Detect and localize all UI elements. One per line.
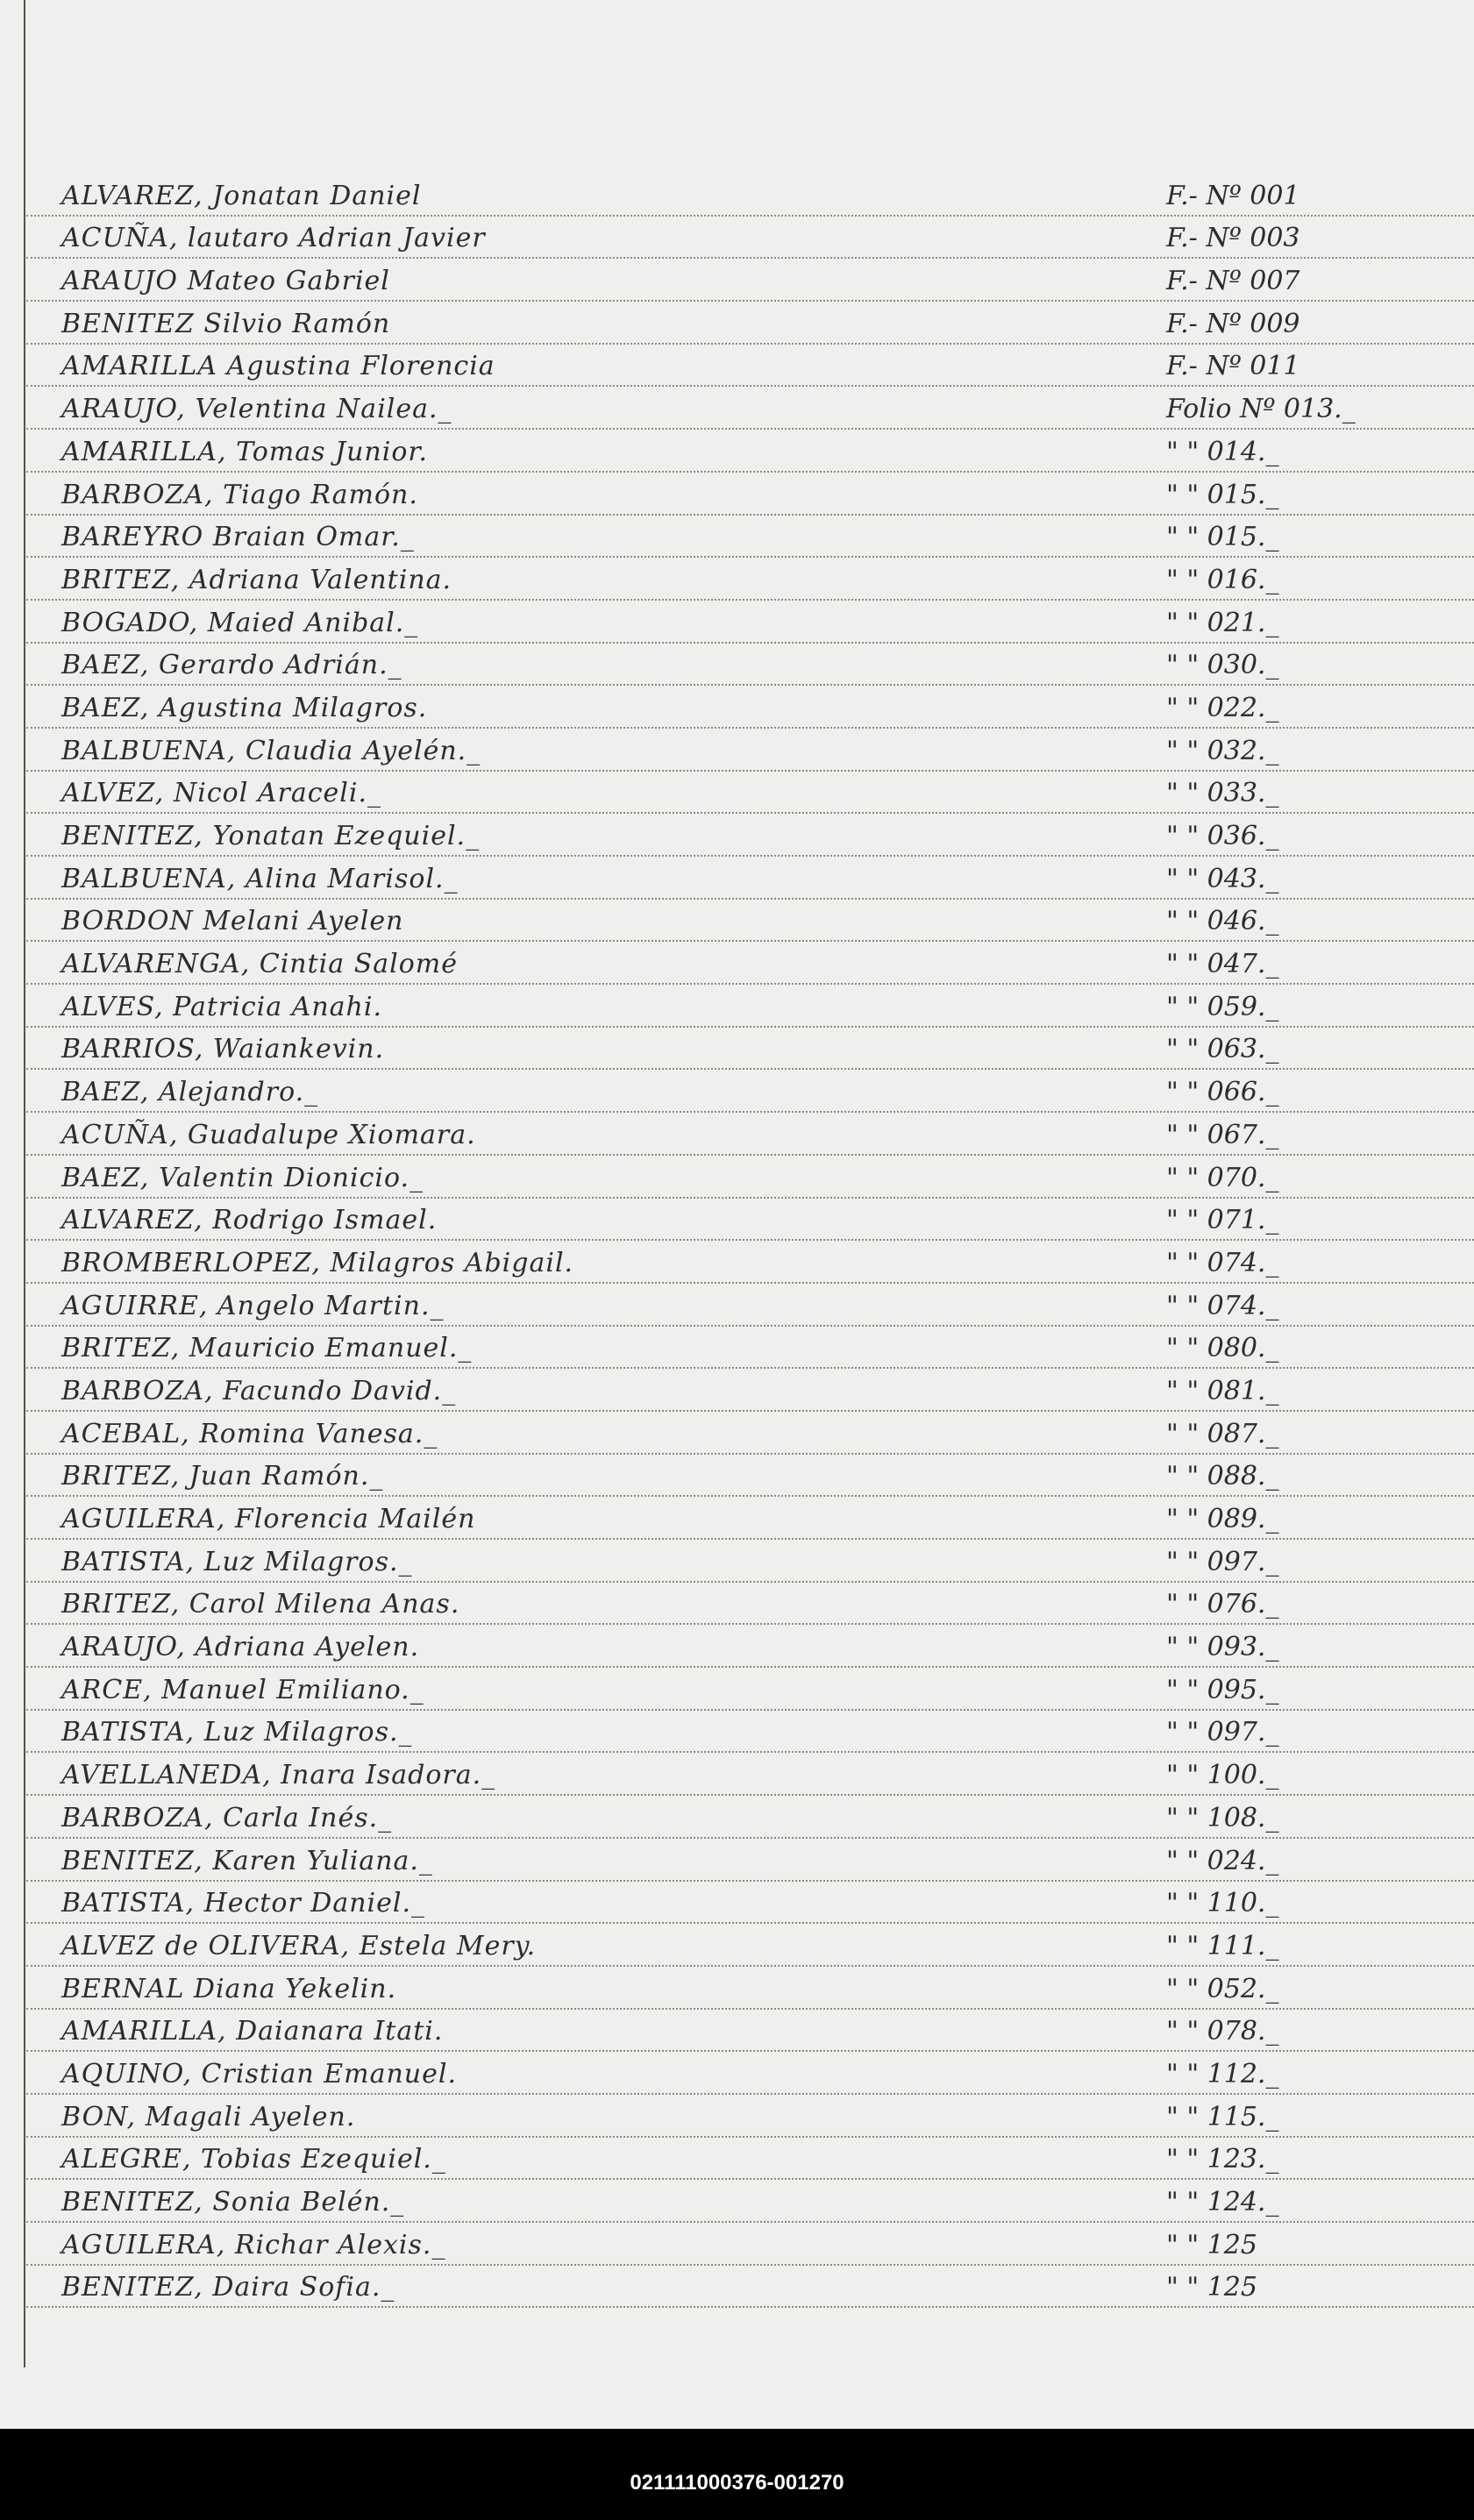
entry-folio: " " 110._ bbox=[1166, 1888, 1279, 1919]
entry-row bbox=[26, 1412, 1474, 1455]
entry-folio: " " 071._ bbox=[1166, 1205, 1279, 1236]
entry-row bbox=[26, 2223, 1474, 2266]
entry-folio: F.- Nº 011 bbox=[1166, 351, 1300, 382]
entry-row bbox=[26, 1625, 1474, 1668]
entry-folio: " " 015._ bbox=[1166, 479, 1279, 510]
entry-folio: " " 088._ bbox=[1166, 1461, 1279, 1492]
entry-row bbox=[26, 2052, 1474, 2095]
entry-name: BATISTA, Luz Milagros._ bbox=[61, 1717, 413, 1748]
entry-folio: " " 024._ bbox=[1166, 1845, 1279, 1876]
entry-folio: " " 081._ bbox=[1166, 1375, 1279, 1406]
entry-row bbox=[26, 814, 1474, 857]
entry-row bbox=[26, 1668, 1474, 1711]
entry-row bbox=[26, 1284, 1474, 1327]
entry-name: BROMBERLOPEZ, Milagros Abigail. bbox=[61, 1247, 574, 1278]
entry-folio: " " 022._ bbox=[1166, 692, 1279, 723]
entry-row bbox=[26, 686, 1474, 729]
entry-folio: " " 080._ bbox=[1166, 1333, 1279, 1364]
entry-name: BRITEZ, Juan Ramón._ bbox=[61, 1461, 384, 1492]
entry-row bbox=[26, 1156, 1474, 1199]
entry-folio: F.- Nº 009 bbox=[1166, 308, 1300, 339]
entry-row bbox=[26, 1924, 1474, 1967]
entry-name: AMARILLA Agustina Florencia bbox=[61, 351, 495, 382]
entry-folio: " " 033._ bbox=[1166, 778, 1279, 809]
entry-row bbox=[26, 302, 1474, 345]
entry-folio: F.- Nº 003 bbox=[1166, 223, 1300, 254]
entry-row bbox=[26, 1113, 1474, 1156]
entry-folio: " " 123._ bbox=[1166, 2144, 1279, 2175]
entry-row bbox=[26, 1540, 1474, 1583]
entry-folio: " " 032._ bbox=[1166, 735, 1279, 766]
entry-row bbox=[26, 387, 1474, 430]
entry-row bbox=[26, 1455, 1474, 1498]
entry-folio: " " 089._ bbox=[1166, 1504, 1279, 1534]
entry-folio: " " 124._ bbox=[1166, 2187, 1279, 2217]
entry-row bbox=[26, 2180, 1474, 2223]
entry-row bbox=[26, 1839, 1474, 1882]
entry-row bbox=[26, 1028, 1474, 1071]
entry-row bbox=[26, 516, 1474, 559]
entry-folio: " " 046._ bbox=[1166, 906, 1279, 937]
entry-folio: F.- Nº 001 bbox=[1166, 180, 1300, 211]
entry-row bbox=[26, 985, 1474, 1028]
entry-folio: " " 097._ bbox=[1166, 1717, 1279, 1748]
entry-row bbox=[26, 430, 1474, 473]
entry-name: BAREYRO Braian Omar._ bbox=[61, 522, 415, 553]
entry-folio: " " 043._ bbox=[1166, 863, 1279, 894]
entry-row bbox=[26, 1583, 1474, 1626]
entry-name: BENITEZ, Karen Yuliana._ bbox=[61, 1845, 433, 1876]
entry-name: BRITEZ, Adriana Valentina. bbox=[61, 564, 452, 595]
entry-name: AGUIRRE, Angelo Martin._ bbox=[61, 1290, 445, 1321]
entry-name: BARRIOS, Waiankevin. bbox=[61, 1034, 385, 1065]
entry-row bbox=[26, 558, 1474, 601]
entry-folio: " " 115._ bbox=[1166, 2101, 1279, 2132]
entry-name: BARBOZA, Carla Inés._ bbox=[61, 1802, 393, 1833]
entry-name: BAEZ, Valentin Dionicio._ bbox=[61, 1162, 424, 1193]
entry-folio: " " 074._ bbox=[1166, 1290, 1279, 1321]
entry-folio: " " 095._ bbox=[1166, 1674, 1279, 1705]
entry-folio: " " 066._ bbox=[1166, 1077, 1279, 1108]
entry-name: ALVES, Patricia Anahi. bbox=[61, 991, 383, 1022]
entry-name: BALBUENA, Claudia Ayelén._ bbox=[61, 735, 481, 766]
entry-folio: " " 093._ bbox=[1166, 1632, 1279, 1663]
entry-row bbox=[26, 900, 1474, 943]
entry-name: AMARILLA, Daianara Itati. bbox=[61, 2016, 444, 2047]
entry-folio: " " 014._ bbox=[1166, 436, 1279, 467]
entry-name: ALVAREZ, Rodrigo Ismael. bbox=[61, 1205, 438, 1236]
entry-name: ALEGRE, Tobias Ezequiel._ bbox=[61, 2144, 446, 2175]
entry-row bbox=[26, 1241, 1474, 1284]
entry-folio: " " 052._ bbox=[1166, 1973, 1279, 2004]
entry-folio: " " 015._ bbox=[1166, 522, 1279, 553]
entry-name: BENITEZ, Sonia Belén._ bbox=[61, 2187, 405, 2217]
entry-name: ARAUJO Mateo Gabriel bbox=[61, 266, 390, 297]
entry-row bbox=[26, 1967, 1474, 2010]
entry-name: BARBOZA, Tiago Ramón. bbox=[61, 479, 418, 510]
document-code: 021111000376-001270 bbox=[630, 2471, 844, 2495]
entry-folio: " " 021._ bbox=[1166, 607, 1279, 638]
margin-line bbox=[24, 0, 25, 2367]
entry-name: ARCE, Manuel Emiliano._ bbox=[61, 1674, 424, 1705]
entry-folio: Folio Nº 013._ bbox=[1166, 394, 1356, 425]
entry-folio: " " 070._ bbox=[1166, 1162, 1279, 1193]
entry-name: BOGADO, Maied Anibal._ bbox=[61, 607, 419, 638]
entry-name: BORDON Melani Ayelen bbox=[61, 906, 404, 937]
entry-name: BRITEZ, Mauricio Emanuel._ bbox=[61, 1333, 473, 1364]
entry-folio: " " 078._ bbox=[1166, 2016, 1279, 2047]
entry-name: BON, Magali Ayelen. bbox=[61, 2101, 356, 2132]
entry-name: BATISTA, Luz Milagros._ bbox=[61, 1546, 413, 1577]
entry-name: ALVEZ de OLIVERA, Estela Mery. bbox=[61, 1930, 537, 1961]
entry-row bbox=[26, 1753, 1474, 1796]
entry-row bbox=[26, 1369, 1474, 1412]
entry-row bbox=[26, 473, 1474, 516]
entry-row bbox=[26, 174, 1474, 217]
entry-folio: " " 074._ bbox=[1166, 1247, 1279, 1278]
entry-row bbox=[26, 1199, 1474, 1242]
entry-row bbox=[26, 1882, 1474, 1925]
entry-name: BARBOZA, Facundo David._ bbox=[61, 1375, 457, 1406]
entry-row bbox=[26, 2266, 1474, 2309]
entry-row bbox=[26, 345, 1474, 388]
entry-folio: " " 087._ bbox=[1166, 1418, 1279, 1449]
entry-row bbox=[26, 2138, 1474, 2181]
entry-row bbox=[26, 217, 1474, 260]
entry-name: ALVARENGA, Cintia Salomé bbox=[61, 949, 458, 980]
entry-name: BATISTA, Hector Daniel._ bbox=[61, 1888, 426, 1919]
entry-name: BAEZ, Alejandro._ bbox=[61, 1077, 319, 1108]
entry-row bbox=[26, 1497, 1474, 1540]
entry-row bbox=[26, 1711, 1474, 1754]
entry-name: ACUÑA, Guadalupe Xiomara. bbox=[61, 1119, 476, 1150]
entry-folio: " " 112._ bbox=[1166, 2058, 1279, 2089]
entry-row bbox=[26, 772, 1474, 815]
entry-folio: " " 016._ bbox=[1166, 564, 1279, 595]
entry-folio: " " 063._ bbox=[1166, 1034, 1279, 1065]
entry-row bbox=[26, 2095, 1474, 2138]
entry-name: ARAUJO, Velentina Nailea._ bbox=[61, 394, 452, 425]
entry-name: BENITEZ, Yonatan Ezequiel._ bbox=[61, 821, 481, 851]
entry-folio: F.- Nº 007 bbox=[1166, 266, 1300, 297]
entry-name: ACUÑA, lautaro Adrian Javier bbox=[61, 223, 486, 254]
entry-folio: " " 059._ bbox=[1166, 991, 1279, 1022]
entry-name: AQUINO, Cristian Emanuel. bbox=[61, 2058, 457, 2089]
entry-folio: " " 036._ bbox=[1166, 821, 1279, 851]
entry-list bbox=[26, 174, 1474, 2308]
entry-folio: " " 047._ bbox=[1166, 949, 1279, 980]
entry-folio: " " 100._ bbox=[1166, 1760, 1279, 1791]
entry-row bbox=[26, 857, 1474, 900]
entry-folio: " " 108._ bbox=[1166, 1802, 1279, 1833]
entry-name: BAEZ, Agustina Milagros. bbox=[61, 692, 428, 723]
entry-row bbox=[26, 1070, 1474, 1113]
entry-name: BENITEZ Silvio Ramón bbox=[61, 308, 391, 339]
entry-name: BRITEZ, Carol Milena Anas. bbox=[61, 1589, 460, 1620]
entry-name: ARAUJO, Adriana Ayelen. bbox=[61, 1632, 420, 1663]
entry-name: BALBUENA, Alina Marisol._ bbox=[61, 863, 459, 894]
entry-row bbox=[26, 942, 1474, 985]
entry-folio: " " 076._ bbox=[1166, 1589, 1279, 1620]
entry-row bbox=[26, 259, 1474, 302]
entry-row bbox=[26, 644, 1474, 687]
entry-name: AMARILLA, Tomas Junior. bbox=[61, 436, 428, 467]
entry-folio: " " 111._ bbox=[1166, 1930, 1279, 1961]
entry-folio: " " 067._ bbox=[1166, 1119, 1279, 1150]
entry-name: BERNAL Diana Yekelin. bbox=[61, 1973, 397, 2004]
entry-name: AGUILERA, Richar Alexis._ bbox=[61, 2229, 446, 2260]
entry-name: AGUILERA, Florencia Mailén bbox=[61, 1504, 476, 1534]
entry-name: ALVAREZ, Jonatan Daniel bbox=[61, 180, 422, 211]
entry-folio: " " 125 bbox=[1166, 2229, 1257, 2260]
entry-name: AVELLANEDA, Inara Isadora._ bbox=[61, 1760, 496, 1791]
entry-row bbox=[26, 1327, 1474, 1370]
entry-folio: " " 097._ bbox=[1166, 1546, 1279, 1577]
entry-name: BAEZ, Gerardo Adrián._ bbox=[61, 650, 402, 681]
entry-name: ACEBAL, Romina Vanesa._ bbox=[61, 1418, 438, 1449]
entry-folio: " " 125 bbox=[1166, 2272, 1257, 2303]
entry-row bbox=[26, 2010, 1474, 2053]
entry-row bbox=[26, 729, 1474, 772]
entry-name: ALVEZ, Nicol Araceli._ bbox=[61, 778, 381, 809]
entry-row bbox=[26, 601, 1474, 644]
entry-folio: " " 030._ bbox=[1166, 650, 1279, 681]
entry-name: BENITEZ, Daira Sofia._ bbox=[61, 2272, 395, 2303]
entry-row bbox=[26, 1796, 1474, 1839]
